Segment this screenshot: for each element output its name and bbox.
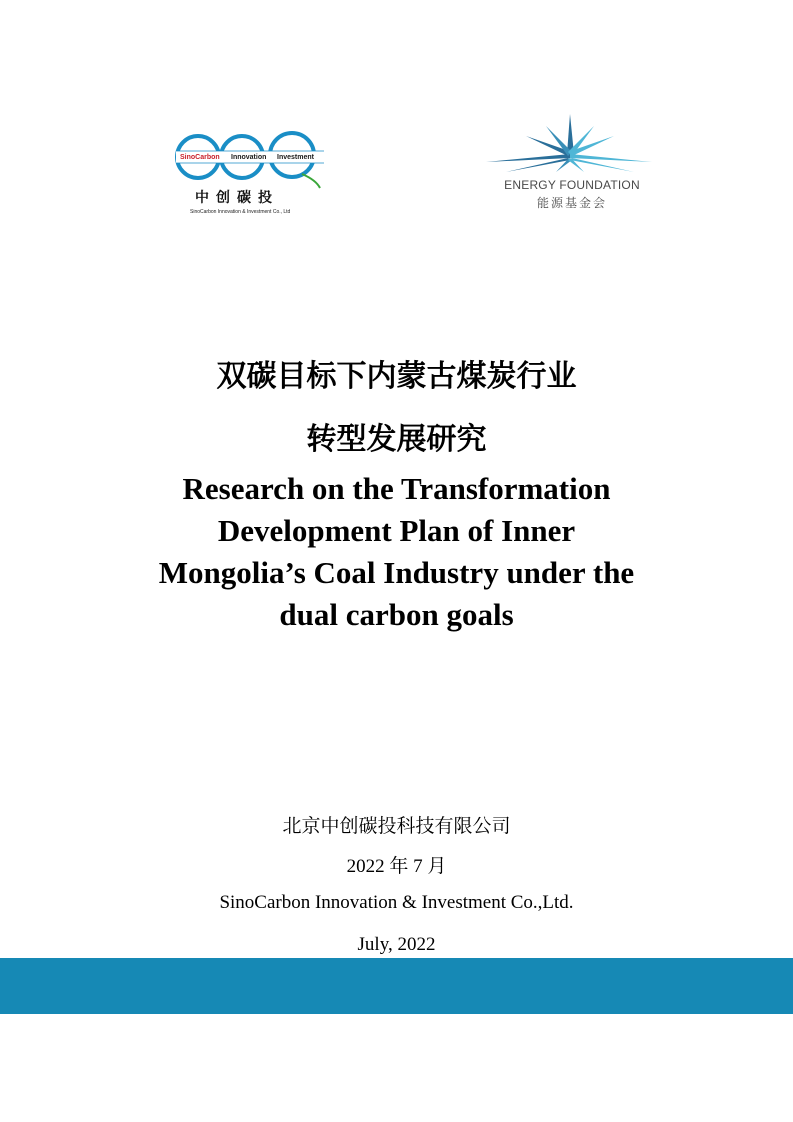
sinocarbon-english-name: SinoCarbon Innovation & Investment Co., Ltd xyxy=(190,209,291,215)
english-title-line: Mongolia’s Coal Industry under the xyxy=(158,555,635,590)
investment-ring-label: Investment xyxy=(277,154,314,161)
footer-color-band xyxy=(0,958,793,1014)
energy-foundation-chinese-name: 能源基金会 xyxy=(536,196,607,210)
sinocarbon-ring-label: SinoCarbon xyxy=(180,154,220,161)
publish-date-english: July, 2022 xyxy=(357,934,436,955)
energy-foundation-english-name: ENERGY FOUNDATION xyxy=(504,178,640,192)
chinese-title-line-1: 双碳目标下内蒙古煤炭行业 xyxy=(216,359,577,394)
sinocarbon-chinese-name: 中创碳投 xyxy=(195,190,279,206)
english-title xyxy=(0,468,793,636)
publish-date-chinese: 2022 年 7 月 xyxy=(346,856,447,877)
chinese-title-line-2: 转型发展研究 xyxy=(306,422,487,457)
publisher-chinese-name: 北京中创碳投科技有限公司 xyxy=(282,815,511,837)
english-title-line: Development Plan of Inner xyxy=(217,513,576,548)
innovation-ring-label: Innovation xyxy=(231,154,267,161)
publisher-english-name: SinoCarbon Innovation & Investment Co.,Ltd. xyxy=(219,892,574,913)
english-title-line: dual carbon goals xyxy=(279,597,514,632)
english-title-line: Research on the Transformation xyxy=(182,471,611,506)
